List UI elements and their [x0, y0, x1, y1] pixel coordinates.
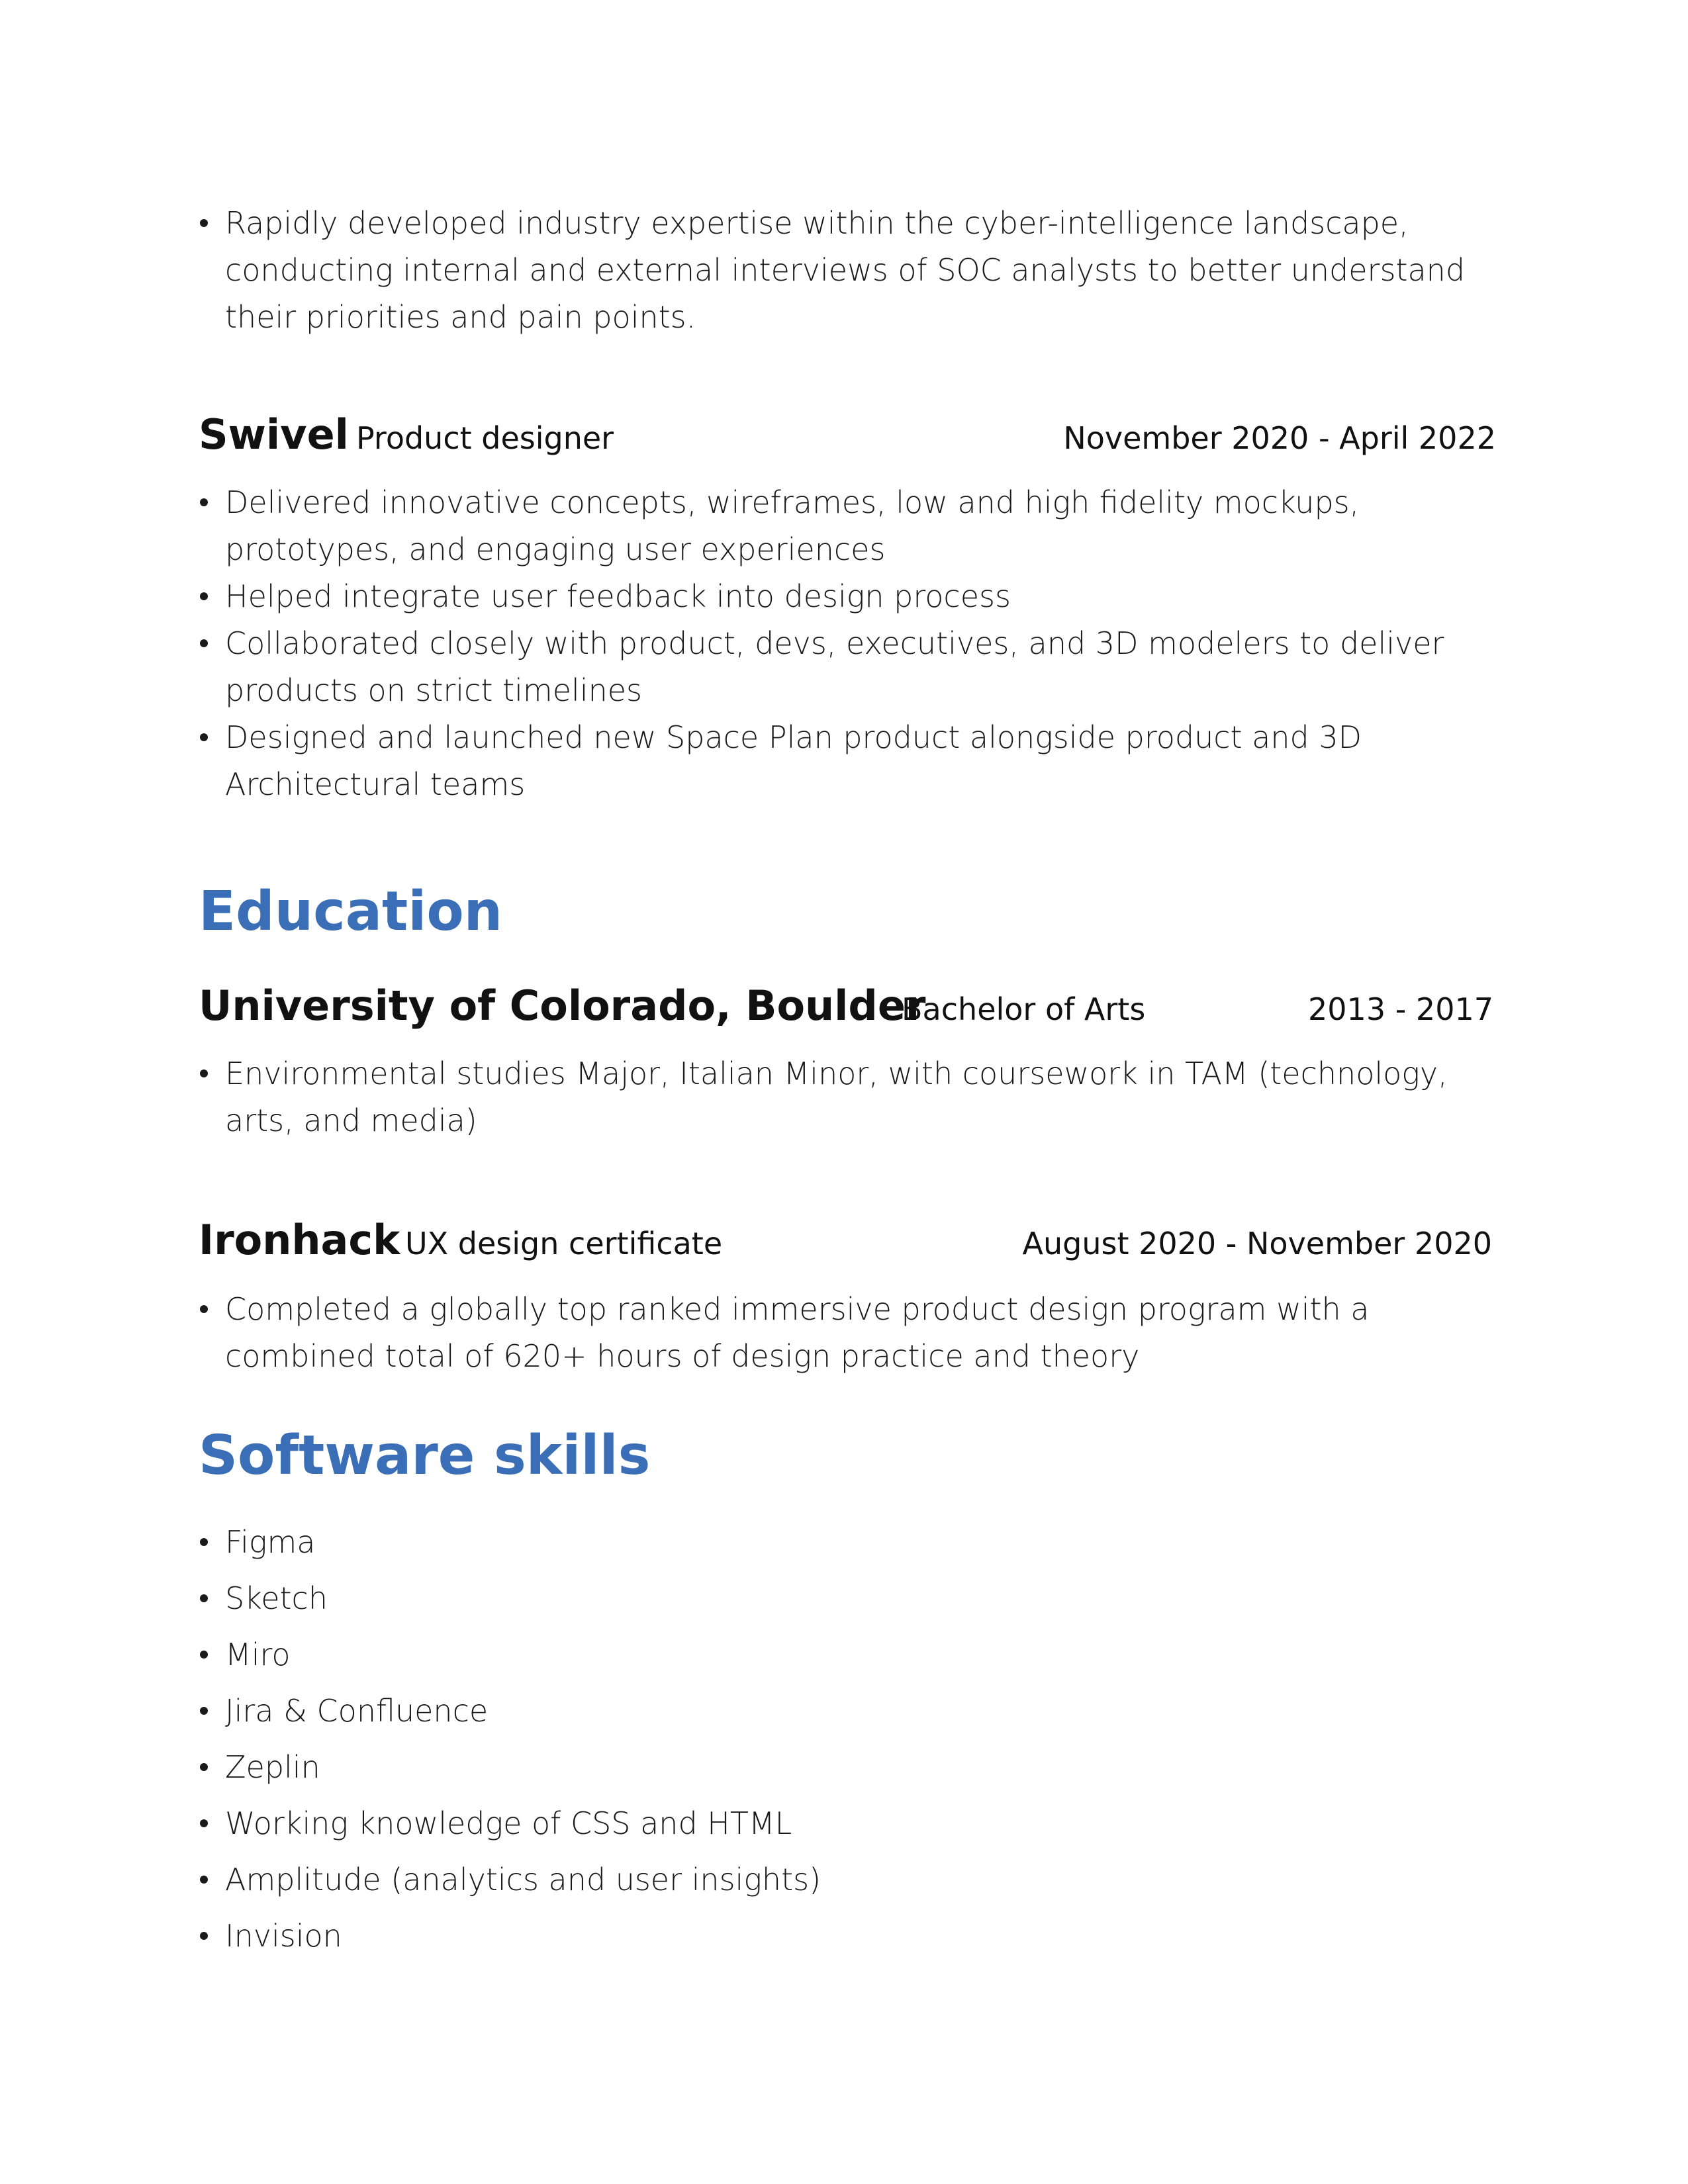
education-bullets-ironhack	[199, 1286, 1496, 1380]
education-dates: August 2020 - November 2020	[1022, 1226, 1492, 1261]
skills-list	[199, 1514, 1496, 1964]
bullet-list	[199, 200, 1496, 341]
bullet-item: Completed a globally top ranked immersive product design program with a combined total of 620+ hours of design practice and theory	[199, 1286, 1496, 1380]
job-org: Swivel	[199, 410, 349, 459]
education-org: University of Colorado, Boulder	[199, 981, 926, 1030]
job-role: Product designer	[356, 420, 614, 456]
bullet-item: Designed and launched new Space Plan product alongside product and 3D Architectural teams	[199, 714, 1496, 808]
bullet-list	[199, 479, 1496, 808]
bullet-list	[199, 1286, 1496, 1380]
skill-item: Amplitude (analytics and user insights)	[199, 1852, 1496, 1908]
education-degree: UX design certificate	[405, 1226, 723, 1261]
education-bullets-colorado	[199, 1050, 1496, 1144]
bullet-list	[199, 1514, 1496, 1964]
intro-bullets	[199, 200, 1496, 341]
education-org: Ironhack	[199, 1216, 400, 1264]
education-degree: Bachelor of Arts	[902, 991, 1146, 1027]
job-bullets-swivel	[199, 479, 1496, 808]
job-dates: November 2020 - April 2022	[1063, 420, 1496, 456]
section-title-skills: Software skills	[199, 1424, 651, 1487]
skill-item: Sketch	[199, 1570, 1496, 1627]
education-dates: 2013 - 2017	[1308, 991, 1493, 1027]
education-header-ironhack	[199, 1212, 1496, 1272]
bullet-item: Collaborated closely with product, devs, executives, and 3D modelers to deliver products on strict timelines	[199, 620, 1496, 714]
skill-item: Zeplin	[199, 1739, 1496, 1796]
bullet-list	[199, 1050, 1496, 1144]
bullet-item: Environmental studies Major, Italian Minor, with coursework in TAM (technology, arts, and media)	[199, 1050, 1496, 1144]
bullet-item: Rapidly developed industry expertise within the cyber-intelligence landscape, conducting internal and external interviews of SOC analysts to better understand their priorities and pain points.	[199, 200, 1496, 341]
skill-item: Invision	[199, 1908, 1496, 1964]
education-header-colorado	[199, 978, 1496, 1038]
bullet-item: Helped integrate user feedback into design process	[199, 573, 1496, 620]
section-title-education: Education	[199, 880, 503, 943]
job-header-swivel	[199, 407, 1496, 467]
skill-item: Figma	[199, 1514, 1496, 1570]
skill-item: Miro	[199, 1627, 1496, 1683]
skill-item: Jira & Confluence	[199, 1683, 1496, 1739]
skill-item: Working knowledge of CSS and HTML	[199, 1796, 1496, 1852]
bullet-item: Delivered innovative concepts, wireframes, low and high fidelity mockups, prototypes, and engaging user experiences	[199, 479, 1496, 573]
